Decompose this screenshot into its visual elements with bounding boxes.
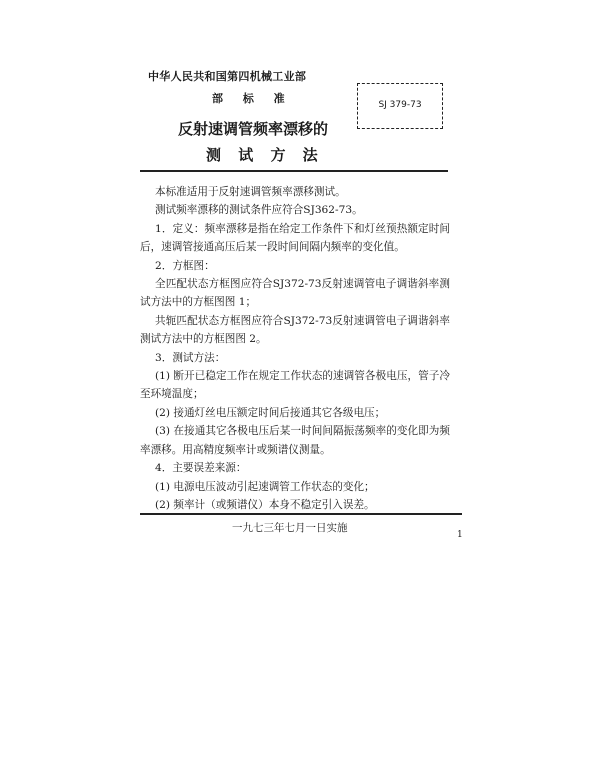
paragraph: (3) 在接通其它各极电压后某一时间间隔振荡频率的变化即为频率漂移。用高精度频率计或频谱仪测量。 [140,425,450,456]
ministry-name: 中华人民共和国第四机械工业部 [148,70,307,83]
paragraph: 本标准适用于反射速调管频率漂移测试。 [155,186,346,198]
title-line-2: 测 试 方 法 [206,146,324,164]
header-divider [140,170,448,172]
paragraph: 2．方框图： [155,259,215,272]
paragraph: 3．测试方法： [155,351,226,364]
paragraph: (1) 电源电压波动引起速调管工作状态的变化； [155,480,375,493]
page-number: 1 [457,530,463,540]
paragraph: 测试频率漂移的测试条件应符合SJ362-73。 [155,204,363,217]
standard-code: SJ 379-73 [378,100,422,110]
body-text [140,183,450,514]
paragraph: 1．定义：频率漂移是指在给定工作条件下和灯丝预热额定时间后，速调管接通高压后某一段时间间隔内频率的变化值。 [140,222,450,254]
footer-divider [140,513,462,515]
paragraph: (2) 频率计（或频谱仪）本身不稳定引入误差。 [155,498,375,511]
title-line-1: 反射速调管频率漂移的 [178,120,329,138]
effective-date: 一九七三年七月一日实施 [232,522,348,534]
standard-code-box [357,83,443,129]
paragraph: (1) 断开已稳定工作在规定工作状态的速调管各极电压，管子冷至环境温度； [140,370,450,401]
paragraph: (2) 接通灯丝电压额定时间后接通其它各级电压； [155,406,386,419]
paragraph: 4．主要误差来源： [155,462,247,475]
paragraph: 共轭匹配状态方框图应符合SJ372-73反射速调管电子调谐斜率测试方法中的方框图图 2。 [140,314,450,346]
standard-type: 部 标 准 [212,92,293,105]
paragraph: 全匹配状态方框图应符合SJ372-73反射速调管电子调谐斜率测试方法中的方框图图 1； [140,278,450,309]
